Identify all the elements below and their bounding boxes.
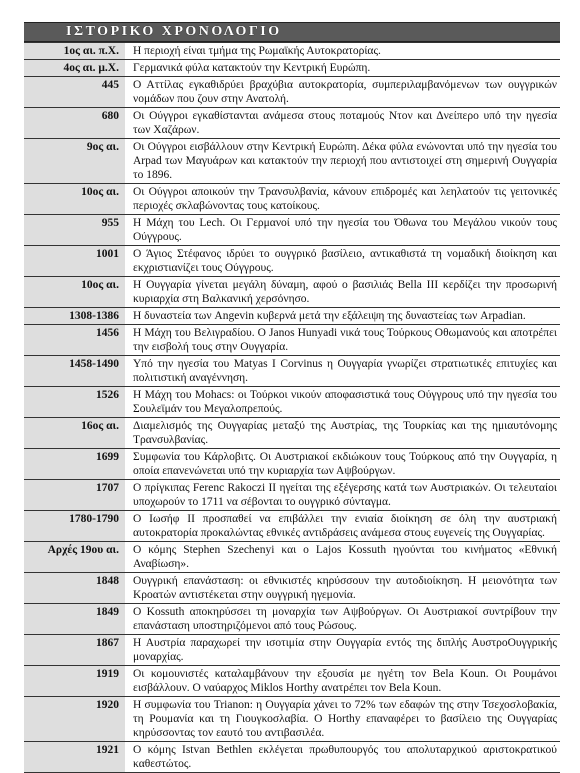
timeline-row [24,573,560,604]
timeline-date: 1526 [24,387,125,418]
timeline-row [24,697,560,742]
timeline-description: Η Αυστρία παραχωρεί την ισοτιμία στην Ουγγαρία εντός της διπλής ΑυστροΟυγγρικής μοναρχίας. [125,635,560,666]
timeline-row [24,108,560,139]
timeline-description: Γερμανικά φύλα κατακτούν την Κεντρική Ευρώπη. [125,60,560,77]
timeline-row [24,77,560,108]
timeline-date: 9ος αι. [24,139,125,184]
timeline-description: Συμφωνία του Κάρλοβιτς. Οι Αυστριακοί εκδιώκουν τους Τούρκους από την Ουγγαρία, η οποία επανενώνεται υπό την κυριαρχία των Αψβούργων. [125,449,560,480]
timeline-date: 1308-1386 [24,308,125,325]
timeline-row [24,635,560,666]
timeline-date: 1920 [24,697,125,742]
timeline-date: 1780-1790 [24,511,125,542]
timeline-date: 1707 [24,480,125,511]
timeline-row [24,356,560,387]
timeline-description: Οι Ούγγροι αποικούν την Τρανσυλβανία, κάνουν επιδρομές και λεηλατούν τις γειτονικές περιοχές σκλαβώνοντας τους κατοίκους. [125,184,560,215]
timeline-table [24,42,560,773]
header-bar [24,22,560,42]
timeline-date: 1001 [24,246,125,277]
timeline-description: Ο Αττίλας εγκαθιδρύει βραχύβια αυτοκρατορία, συμπεριλαμβανόμενων των ουγγρικών νομάδων που ζουν στην Ανατολή. [125,77,560,108]
timeline-description: Οι Ούγγροι εγκαθίστανται ανάμεσα στους ποταμούς Ντον και Δνείπερο υπό την ηγεσία των Χαζάρων. [125,108,560,139]
timeline-date: 1848 [24,573,125,604]
timeline-description: Η περιοχή είναι τμήμα της Ρωμαϊκής Αυτοκρατορίας. [125,43,560,60]
timeline-description: Ουγγρική επανάσταση: οι εθνικιστές κηρύσσουν την αυτοδιοίκηση. Η μειονότητα των Κροατών αντιστέκεται στην ουγγρική ηγεμονία. [125,573,560,604]
timeline-description: Ο πρίγκιπας Ferenc Rakoczi II ηγείται της εξέγερσης κατά των Αυστριακών. Οι τελευταίοι υποχωρούν το 1711 να σέβονται το ουγγρικό σύνταγμα. [125,480,560,511]
timeline-description: Διαμελισμός της Ουγγαρίας μεταξύ της Αυστρίας, της Τουρκίας και της ημιαυτόνομης Τρανσυλβανίας. [125,418,560,449]
timeline-date: 4ος αι. μ.Χ. [24,60,125,77]
timeline-row [24,418,560,449]
timeline-description: Ο Ιωσήφ II προσπαθεί να επιβάλλει την ενιαία διοίκηση σε όλη την αυστριακή αυτοκρατορία προκαλώντας εθνικές αντιδράσεις ανάμεσα στους ευγενείς της Ουγγαρίας. [125,511,560,542]
timeline-date: 1849 [24,604,125,635]
timeline-description: Υπό την ηγεσία του Matyas I Corvinus η Ουγγαρία γνωρίζει στρατιωτικές επιτυχίες και πολιτιστική αναγέννηση. [125,356,560,387]
timeline-row [24,184,560,215]
timeline-date: 1867 [24,635,125,666]
timeline-description: Ο κόμης Istvan Bethlen εκλέγεται πρωθυπουργός του απολυταρχικού αριστοκρατικού καθεστώτος. [125,742,560,773]
timeline-description: Η συμφωνία του Trianon: η Ουγγαρία χάνει το 72% των εδαφών της στην Τσεχοσλοβακία, τη Ρουμανία και τη Γιουγκοσλαβία. Ο Horthy επαναφέρει το βασίλειο της Ουγγαρίας κηρύσσοντας τον εαυτό του αντιβασιλέα. [125,697,560,742]
timeline-row [24,387,560,418]
timeline-row [24,277,560,308]
timeline-description: Ο Kossuth αποκηρύσσει τη μοναρχία των Αψβούργων. Οι Αυστριακοί συντρίβουν την επανάσταση υποστηριζόμενοι από τους Ρώσους. [125,604,560,635]
timeline-date: 16ος αι. [24,418,125,449]
timeline-date: 1699 [24,449,125,480]
timeline-description: Η δυναστεία των Angevin κυβερνά μετά την εξάλειψη της δυναστείας των Arpadian. [125,308,560,325]
timeline-row [24,246,560,277]
timeline-row [24,542,560,573]
timeline-date: 1ος αι. π.Χ. [24,43,125,60]
timeline-description: Η Ουγγαρία γίνεται μεγάλη δύναμη, αφού ο βασιλιάς Bella III κερδίζει την προσωρινή κυριαρχία στη Βαλκανική χερσόνησο. [125,277,560,308]
timeline-row [24,308,560,325]
timeline-body [24,43,560,773]
timeline-date: Αρχές 19ου αι. [24,542,125,573]
timeline-description: Ο Άγιος Στέφανος ιδρύει το ουγγρικό βασίλειο, αντικαθιστά τη νομαδική διοίκηση και εκχριστιανίζει τους Ούγγρους. [125,246,560,277]
timeline-date: 680 [24,108,125,139]
timeline-date: 445 [24,77,125,108]
timeline-date: 1456 [24,325,125,356]
timeline-description: Η Μάχη του Βελιγραδίου. Ο Janos Hunyadi νικά τους Τούρκους Οθωμανούς και αποτρέπει την εισβολή τους στην Ουγγαρία. [125,325,560,356]
timeline-date: 1458-1490 [24,356,125,387]
timeline-description: Οι κομουνιστές καταλαμβάνουν την εξουσία με ηγέτη τον Bela Koun. Οι Ρουμάνοι εισβάλλουν. Ο ναύαρχος Miklos Horthy ανατρέπει τον Bela Koun. [125,666,560,697]
timeline-description: Ο κόμης Stephen Szechenyi και ο Lajos Kossuth ηγούνται του κινήματος «Εθνική Αναβίωση». [125,542,560,573]
timeline-row [24,666,560,697]
page-title: ΙΣΤΟΡΙΚΟ ΧΡΟΝΟΛΟΓΙΟ [66,24,282,39]
timeline-row [24,139,560,184]
timeline-description: Οι Ούγγροι εισβάλλουν στην Κεντρική Ευρώπη. Δέκα φύλα ενώνονται υπό την ηγεσία του Arpad των Μαγυάρων και κατακτούν την περιοχή που αντιστοιχεί στη σημερινή Ουγγαρία το 1896. [125,139,560,184]
timeline-row [24,60,560,77]
timeline-row [24,325,560,356]
timeline-row [24,511,560,542]
timeline-row [24,604,560,635]
timeline-date: 1921 [24,742,125,773]
timeline-date: 10ος αι. [24,277,125,308]
timeline-row [24,480,560,511]
timeline-row [24,215,560,246]
timeline-description: Η Μάχη του Lech. Οι Γερμανοί υπό την ηγεσία του Όθωνα του Μεγάλου νικούν τους Ούγγρους. [125,215,560,246]
timeline-date: 10ος αι. [24,184,125,215]
timeline-description: Η Μάχη του Mohacs: οι Τούρκοι νικούν αποφασιστικά τους Ούγγρους υπό την ηγεσία του Σουλεϊμάν του Μεγαλοπρεπούς. [125,387,560,418]
timeline-row [24,43,560,60]
timeline-date: 1919 [24,666,125,697]
timeline-row [24,449,560,480]
timeline-date: 955 [24,215,125,246]
